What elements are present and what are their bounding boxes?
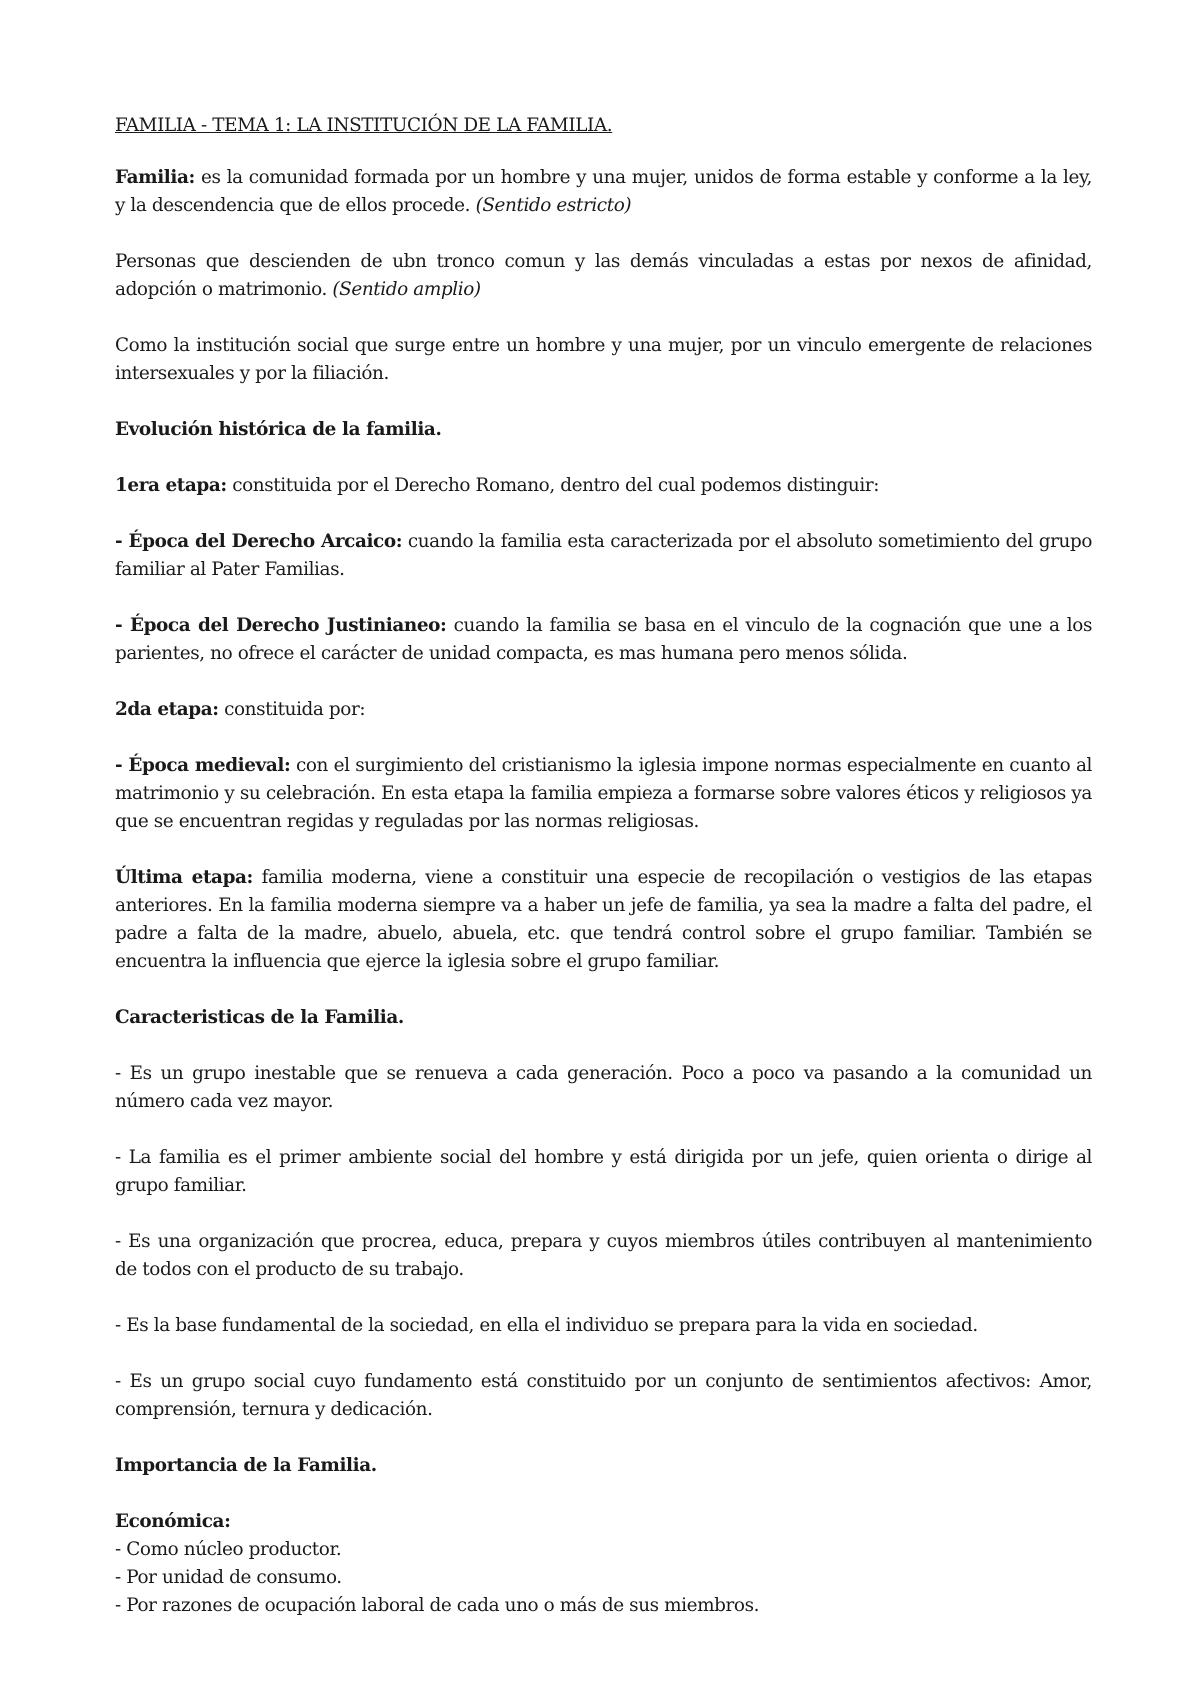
broad-definition-paragraph bbox=[115, 248, 1092, 304]
economic-item: - Por razones de ocupación laboral de cada uno o más de sus miembros. bbox=[115, 1595, 760, 1616]
medieval-label: - Época medieval: bbox=[115, 755, 291, 776]
importance-heading: Importancia de la Familia. bbox=[115, 1455, 377, 1476]
economic-item: - Por unidad de consumo. bbox=[115, 1567, 342, 1588]
characteristics-heading: Caracteristicas de la Familia. bbox=[115, 1007, 404, 1028]
stage2-paragraph bbox=[115, 696, 1092, 724]
document-title: FAMILIA - TEMA 1: LA INSTITUCIÓN DE LA FAMILIA. bbox=[115, 115, 613, 136]
last-stage-label: Última etapa: bbox=[115, 867, 253, 888]
last-stage-text: familia moderna, viene a constituir una especie de recopilación o vestigios de las etapas anteriores. En la familia moderna siempre va a haber un jefe de familia, ya sea la madre a falta del padre, el padre a falta de la madre, abuelo, abuela, etc. que tendrá control sobre el grupo familiar. También se encuentra la influencia que ejerce la iglesia sobre el grupo familiar. bbox=[115, 867, 1093, 972]
arcaico-text: cuando la familia esta caracterizada por el absoluto sometimiento del grupo familiar al Pater Familias. bbox=[115, 531, 1092, 580]
stage1-label: 1era etapa: bbox=[115, 475, 227, 496]
social-definition-paragraph: Como la institución social que surge entre un hombre y una mujer, por un vinculo emergente de relaciones intersexuales y por la filiación. bbox=[115, 335, 1092, 384]
characteristic-item: - Es un grupo social cuyo fundamento está constituido por un conjunto de sentimientos afectivos: Amor, comprensión, ternura y dedicación. bbox=[115, 1371, 1092, 1420]
broad-definition-note: (Sentido amplio) bbox=[332, 279, 481, 300]
stage1-text: constituida por el Derecho Romano, dentro del cual podemos distinguir: bbox=[226, 475, 880, 496]
characteristic-item: - Es un grupo inestable que se renueva a cada generación. Poco a poco va pasando a la comunidad un número cada vez mayor. bbox=[115, 1063, 1092, 1112]
economic-item: - Como núcleo productor. bbox=[115, 1539, 342, 1560]
economic-label: Económica: bbox=[115, 1511, 231, 1532]
arcaico-label: - Época del Derecho Arcaico: bbox=[115, 531, 403, 552]
stage2-text: constituida por: bbox=[218, 699, 366, 720]
stage1-paragraph bbox=[115, 472, 1092, 500]
definition-term: Familia: bbox=[115, 167, 195, 188]
medieval-text: con el surgimiento del cristianismo la iglesia impone normas especialmente en cuanto al matrimonio y su celebración. En esta etapa la familia empieza a formarse sobre valores éticos y religiosos ya que se encuentran regidas y reguladas por las normas religiosas. bbox=[115, 755, 1092, 832]
characteristic-item: - Es la base fundamental de la sociedad, en ella el individuo se prepara para la vida en sociedad. bbox=[115, 1315, 978, 1336]
definition-paragraph bbox=[115, 164, 1092, 220]
economic-list bbox=[115, 1508, 1092, 1620]
justinianeo-text: cuando la familia se basa en el vinculo de la cognación que une a los parientes, no ofrece el carácter de unidad compacta, es mas humana pero menos sólida. bbox=[115, 615, 1092, 664]
evolution-heading: Evolución histórica de la familia. bbox=[115, 419, 442, 440]
justinianeo-label: - Época del Derecho Justinianeo: bbox=[115, 615, 447, 636]
last-stage-paragraph bbox=[115, 864, 1092, 976]
medieval-paragraph bbox=[115, 752, 1092, 836]
arcaico-paragraph bbox=[115, 528, 1092, 584]
stage2-label: 2da etapa: bbox=[115, 699, 219, 720]
characteristic-item: - La familia es el primer ambiente social del hombre y está dirigida por un jefe, quien orienta o dirige al grupo familiar. bbox=[115, 1147, 1092, 1196]
characteristic-item: - Es una organización que procrea, educa, prepara y cuyos miembros útiles contribuyen al mantenimiento de todos con el producto de su trabajo. bbox=[115, 1231, 1092, 1280]
definition-note: (Sentido estricto) bbox=[475, 195, 632, 216]
justinianeo-paragraph bbox=[115, 612, 1092, 668]
broad-definition-text: Personas que descienden de ubn tronco comun y las demás vinculadas a estas por nexos de afinidad, adopción o matrimonio. bbox=[115, 251, 1092, 300]
definition-text: es la comunidad formada por un hombre y una mujer, unidos de forma estable y conforme a la ley, y la descendencia que de ellos procede. bbox=[115, 167, 1092, 216]
